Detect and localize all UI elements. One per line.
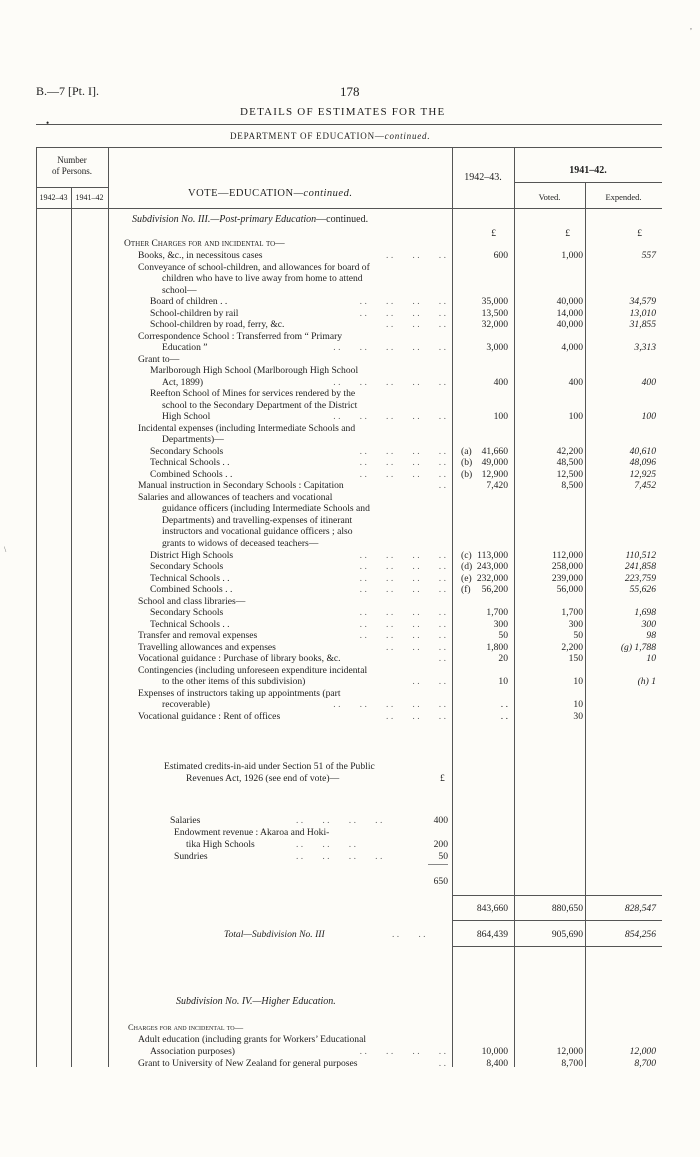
credit-value: 200 <box>433 839 448 850</box>
credit-leader-dots: . . . . . . . . <box>296 815 383 826</box>
credits-total-rule <box>428 864 448 865</box>
col-line-persons-mid <box>71 187 72 1067</box>
row-leader-dots: . . . . . . . . <box>359 619 446 630</box>
row-label: Reefton School of Mines for services rendered by the <box>150 388 356 399</box>
col-line-c1-right <box>514 147 515 1067</box>
row-leader-dots: . . . . . . . . <box>359 550 446 561</box>
row-label: High School <box>162 411 211 422</box>
row-value-1942-43: 41,660 <box>481 446 508 457</box>
row-label: Technical Schools . . <box>150 573 230 584</box>
total-subdivision-3-dots: . . . . <box>392 929 426 940</box>
row-value-1942-43: 20 <box>498 653 508 664</box>
row-label: children who have to live away from home to attend <box>162 273 363 284</box>
row-value-expended: 13,010 <box>629 308 656 319</box>
row-label: recoverable) <box>162 699 210 710</box>
row-label: Adult education (including grants for Workers’ Educational <box>138 1034 366 1045</box>
col-header-1942-43: 1942–43. <box>464 172 502 183</box>
row-leader-dots: . . . . . . . . . . <box>333 377 446 388</box>
row-value-voted: 4,000 <box>561 342 583 353</box>
row-value-1942-43: . . <box>500 699 508 710</box>
row-value-1942-43: 7,420 <box>486 480 508 491</box>
credits-intro-2: Revenues Act, 1926 (see end of vote)— <box>186 773 340 784</box>
row-value-voted: 14,000 <box>556 308 583 319</box>
row-label: Act, 1899) <box>162 377 204 388</box>
row-leader-dots: . . . . . . . . <box>359 308 446 319</box>
credits-total: 650 <box>433 876 448 887</box>
row-label: Combined Schools . . <box>150 584 233 595</box>
row-leader-dots: . . . . . . . . <box>359 457 446 468</box>
row-label: Education ” <box>162 342 208 353</box>
row-leader-dots: . . . . . . . . <box>359 607 446 618</box>
row-label: Departments)— <box>162 434 224 445</box>
row-leader-dots: . . . . . . . . <box>359 573 446 584</box>
row-leader-dots: . . . . <box>412 676 446 687</box>
subtotal-1942-43: 843,660 <box>476 903 508 914</box>
row-leader-dots: . . . . . . . . . . <box>333 342 446 353</box>
credit-value: 50 <box>438 851 448 862</box>
subdivision-3-label: Subdivision No. III.—Post-primary Education <box>132 214 317 225</box>
row-value-voted: 40,000 <box>556 296 583 307</box>
row-note-mark: (c) <box>461 550 472 561</box>
row-value-voted: 1,700 <box>561 607 583 618</box>
row-value-expended: (g) 1,788 <box>620 642 656 653</box>
rule-header-bottom <box>36 208 662 209</box>
row-label: Secondary Schools <box>150 561 224 572</box>
bullet-mark: • <box>46 118 50 128</box>
row-value-voted: 150 <box>568 653 583 664</box>
row-value-voted: 8,500 <box>561 480 583 491</box>
row-value-voted: 400 <box>568 377 583 388</box>
margin-mark-left: \ <box>4 545 7 554</box>
row-value-1942-43: 100 <box>493 411 508 422</box>
row-value-expended: 48,096 <box>629 457 656 468</box>
subtotal-voted: 880,650 <box>551 903 583 914</box>
row-value-voted: 1,000 <box>561 250 583 261</box>
row-value-1942-43: 32,000 <box>481 319 508 330</box>
row-leader-dots: . . <box>438 480 446 491</box>
credit-label: Salaries <box>170 815 201 826</box>
row-label: instructors and vocational guidance officers ; also <box>162 526 353 537</box>
rule-top <box>36 124 662 125</box>
row-value-voted: 100 <box>568 411 583 422</box>
row-label: School and class libraries— <box>138 596 246 607</box>
currency-c2: £ <box>565 228 570 239</box>
row-label: Vocational guidance : Purchase of library books, &c. <box>138 653 341 664</box>
row-note-mark: (b) <box>461 457 473 468</box>
row-value-expended: 55,626 <box>629 584 656 595</box>
row-label: Technical Schools . . <box>150 457 230 468</box>
row-value-expended: 12,000 <box>629 1046 656 1057</box>
row-value-1942-43: 3,000 <box>486 342 508 353</box>
currency-c3: £ <box>637 228 642 239</box>
row-value-1942-43: 49,000 <box>481 457 508 468</box>
col-line-persons-left <box>36 147 37 1067</box>
row-value-expended: 241,858 <box>624 561 656 572</box>
row-value-1942-43: 243,000 <box>476 561 508 572</box>
row-value-1942-43: 50 <box>498 630 508 641</box>
credit-value: 400 <box>433 815 448 826</box>
row-label: Grant to University of New Zealand for general purposes <box>138 1058 358 1069</box>
row-note-mark: (d) <box>461 561 473 572</box>
row-leader-dots: . . . . . . <box>386 250 446 261</box>
row-value-voted: 12,500 <box>556 469 583 480</box>
row-label: Technical Schools . . <box>150 619 230 630</box>
row-label: Salaries and allowances of teachers and vocational <box>138 492 333 503</box>
row-value-1942-43: 12,900 <box>481 469 508 480</box>
page-title: DETAILS OF ESTIMATES FOR THE <box>240 106 446 118</box>
row-label: Association purposes) <box>150 1046 235 1057</box>
row-label: Marlborough High School (Marlborough High School <box>150 365 359 376</box>
row-value-expended: 110,512 <box>625 550 656 561</box>
rule-under-dept <box>36 147 662 148</box>
row-leader-dots: . . . . . . . . <box>359 446 446 457</box>
persons-year-1942: 1942–43 <box>39 193 68 202</box>
total-subdivision-3-label: Total—Subdivision No. III <box>224 929 325 940</box>
vote-name: VOTE—EDUCATION <box>188 188 294 199</box>
row-value-1942-43: 232,000 <box>476 573 508 584</box>
row-value-voted: 30 <box>573 711 583 722</box>
persons-header: Number of Persons. <box>52 155 92 176</box>
row-value-expended: 34,579 <box>629 296 656 307</box>
row-value-expended: 8,700 <box>634 1058 656 1069</box>
row-label: Expenses of instructors taking up appointments (part <box>138 688 341 699</box>
row-label: Contingencies (including unforeseen expenditure incidental <box>138 665 368 676</box>
row-label: Secondary Schools <box>150 607 224 618</box>
row-value-1942-43: 35,000 <box>481 296 508 307</box>
row-label: school to the Secondary Department of the District <box>162 400 358 411</box>
row-label: school— <box>162 285 197 296</box>
row-leader-dots: . . . . . . . . <box>359 561 446 572</box>
col-line-persons-right <box>108 147 109 1067</box>
row-value-1942-43: 300 <box>493 619 508 630</box>
row-value-voted: 56,000 <box>556 584 583 595</box>
row-value-voted: 258,000 <box>551 561 583 572</box>
row-label: Board of children . . <box>150 296 228 307</box>
row-value-voted: 48,500 <box>556 457 583 468</box>
col-header-voted: Voted. <box>538 192 561 202</box>
row-label: Transfer and removal expenses <box>138 630 258 641</box>
row-value-1942-43: 1,700 <box>486 607 508 618</box>
row-value-1942-43: 56,200 <box>481 584 508 595</box>
row-label: grants to widows of deceased teachers— <box>162 538 319 549</box>
rule-subtotal <box>452 895 662 896</box>
subdivision-4-heading: Subdivision No. IV.—Higher Education. <box>176 996 336 1007</box>
subdivision-3-continued: —continued. <box>316 214 369 225</box>
rule-1941-group <box>514 182 662 183</box>
row-leader-dots: . . <box>438 653 446 664</box>
row-value-expended: 1,698 <box>634 607 656 618</box>
row-value-voted: 239,000 <box>551 573 583 584</box>
row-value-1942-43: 10 <box>498 676 508 687</box>
row-value-voted: 10 <box>573 699 583 710</box>
row-leader-dots: . . . . . . . . <box>359 630 446 641</box>
row-leader-dots: . . . . . . . . <box>359 584 446 595</box>
row-note-mark: (b) <box>461 469 473 480</box>
row-value-1942-43: 13,500 <box>481 308 508 319</box>
department-continued: continued. <box>384 131 431 141</box>
credit-label: Endowment revenue : Akaroa and Hoki- <box>174 827 330 838</box>
row-label: School-children by rail <box>150 308 239 319</box>
row-note-mark: (a) <box>461 446 472 457</box>
row-value-expended: 557 <box>641 250 656 261</box>
row-value-expended: 223,759 <box>624 573 656 584</box>
row-label: Conveyance of school-children, and allowances for board of <box>138 262 370 273</box>
credits-currency: £ <box>440 773 445 784</box>
row-value-expended: (h) 1 <box>637 676 656 687</box>
row-label: Departments) and travelling-expenses of itinerant <box>162 515 353 526</box>
row-leader-dots: . . . . . . <box>386 642 446 653</box>
col-line-voted-right <box>585 182 586 1067</box>
row-label: Incidental expenses (including Intermediate Schools and <box>138 423 356 434</box>
row-label: Manual instruction in Secondary Schools : Capitation <box>138 480 344 491</box>
vote-continued: —continued. <box>293 188 353 199</box>
credit-label: tika High Schools <box>186 839 255 850</box>
row-value-expended: 31,855 <box>629 319 656 330</box>
row-value-expended: 7,452 <box>634 480 656 491</box>
row-value-voted: 12,000 <box>556 1046 583 1057</box>
row-value-voted: 42,200 <box>556 446 583 457</box>
total-1942-43: 864,439 <box>476 929 508 940</box>
row-value-expended: 98 <box>646 630 656 641</box>
row-leader-dots: . . . . . . <box>386 319 446 330</box>
row-value-1942-43: 113,000 <box>477 550 508 561</box>
row-value-voted: 112,000 <box>552 550 583 561</box>
row-value-expended: 10 <box>646 653 656 664</box>
row-value-1942-43: 8,400 <box>486 1058 508 1069</box>
row-value-voted: 2,200 <box>561 642 583 653</box>
other-charges-heading: Other Charges for and incidental to— <box>124 239 285 249</box>
row-value-1942-43: 600 <box>493 250 508 261</box>
row-label: Vocational guidance : Rent of offices <box>138 711 281 722</box>
row-value-1942-43: 400 <box>493 377 508 388</box>
row-leader-dots: . . . . . . . . <box>359 1046 446 1057</box>
credit-leader-dots: . . . . . . <box>296 839 356 850</box>
vote-title <box>188 188 352 199</box>
row-value-expended: 12,925 <box>629 469 656 480</box>
row-leader-dots: . . . . . . . . <box>359 469 446 480</box>
row-value-expended: 40,610 <box>629 446 656 457</box>
col-line-desc-right <box>452 147 453 1067</box>
row-value-1942-43: 10,000 <box>481 1046 508 1057</box>
total-voted: 905,690 <box>551 929 583 940</box>
subdivision-3-heading <box>132 214 368 225</box>
credit-label: Sundries <box>174 851 208 862</box>
department-name: DEPARTMENT OF EDUCATION— <box>230 131 385 141</box>
row-label: School-children by road, ferry, &c. <box>150 319 285 330</box>
row-label: Grant to— <box>138 354 180 365</box>
row-note-mark: (e) <box>461 573 472 584</box>
credit-leader-dots: . . . . . . . . <box>296 851 383 862</box>
currency-c1: £ <box>491 228 496 239</box>
margin-mark-right: , <box>690 22 692 31</box>
rule-total <box>452 920 662 921</box>
credits-intro-1: Estimated credits-in-aid under Section 51 of the Public <box>164 761 375 772</box>
department-title <box>230 131 430 141</box>
row-label: District High Schools <box>150 550 234 561</box>
row-value-voted: 50 <box>573 630 583 641</box>
row-value-1942-43: 1,800 <box>486 642 508 653</box>
row-leader-dots: . . . . . . <box>386 711 446 722</box>
row-value-expended: 100 <box>641 411 656 422</box>
row-value-expended: 3,313 <box>634 342 656 353</box>
row-label: Combined Schools . . <box>150 469 233 480</box>
charges-heading-4: Charges for and incidental to— <box>128 1022 244 1032</box>
document-reference: B.—7 [Pt. I]. <box>36 84 99 98</box>
total-expended: 854,256 <box>624 929 656 940</box>
col-header-expended: Expended. <box>605 192 642 202</box>
row-label: Correspondence School : Transferred from “ Primary <box>138 331 343 342</box>
row-note-mark: (f) <box>461 584 471 595</box>
rule-after-total <box>452 946 662 947</box>
row-leader-dots: . . . . . . . . <box>359 296 446 307</box>
row-leader-dots: . . <box>438 1058 446 1069</box>
persons-year-1941: 1941–42 <box>75 193 104 202</box>
row-value-1942-43: . . <box>500 711 508 722</box>
row-value-voted: 40,000 <box>556 319 583 330</box>
col-header-1941-42: 1941–42. <box>569 165 607 176</box>
rule-persons-mid <box>36 187 108 188</box>
row-value-voted: 300 <box>568 619 583 630</box>
row-leader-dots: . . . . . . . . . . <box>333 411 446 422</box>
row-value-expended: 400 <box>641 377 656 388</box>
row-label: guidance officers (including Intermediate Schools and <box>162 503 370 514</box>
page-number: 178 <box>340 84 360 99</box>
row-value-voted: 10 <box>573 676 583 687</box>
row-value-voted: 8,700 <box>561 1058 583 1069</box>
row-label: Books, &c., in necessitous cases <box>138 250 263 261</box>
row-label: to the other items of this subdivision) <box>162 676 306 687</box>
row-value-expended: 300 <box>641 619 656 630</box>
row-label: Secondary Schools <box>150 446 224 457</box>
row-label: Travelling allowances and expenses <box>138 642 276 653</box>
row-leader-dots: . . . . . . . . . . <box>333 699 446 710</box>
subtotal-expended: 828,547 <box>624 903 656 914</box>
